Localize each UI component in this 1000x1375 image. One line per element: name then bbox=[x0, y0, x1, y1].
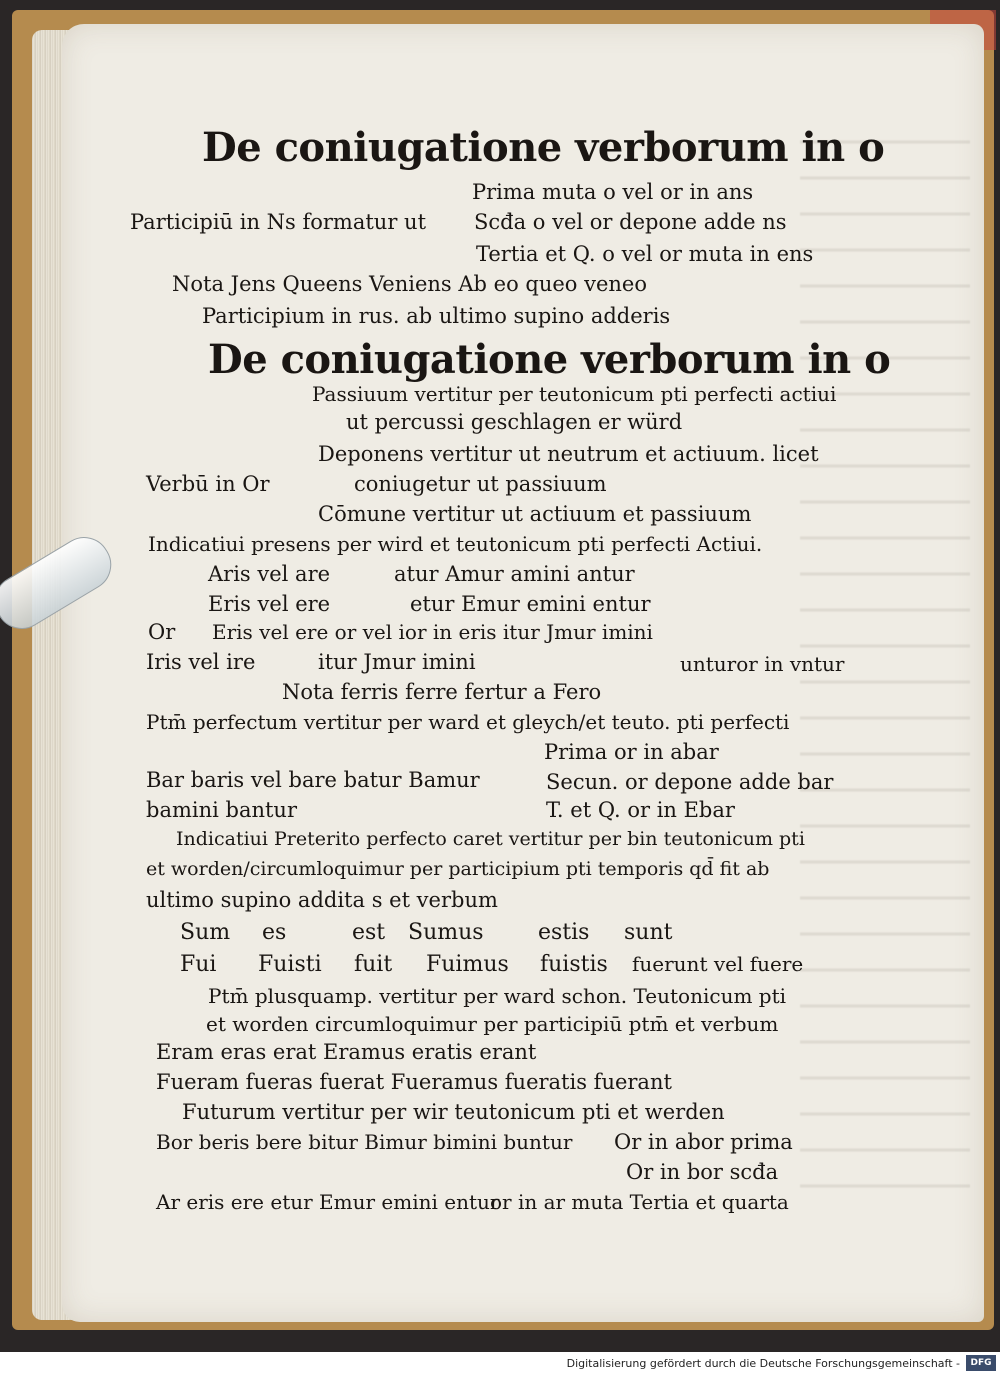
line-tertia-or: T. et Q. or in Ebar bbox=[546, 798, 735, 822]
line-etur-emur: etur Emur emini entur bbox=[410, 592, 651, 616]
line-ultimo-supino: ultimo supino addita s et verbum bbox=[146, 888, 498, 912]
es-word: es bbox=[262, 920, 287, 945]
fuerunt-word: fuerunt vel fuere bbox=[632, 952, 804, 976]
line-secunda-depone: Scđa o vel or depone adde ns bbox=[474, 210, 787, 234]
line-ptm-perfectum: Ptm̄ perfectum vertitur per ward et gleych/et teuto. pti perfecti bbox=[146, 710, 790, 734]
sunt-word: sunt bbox=[624, 920, 673, 945]
line-ar-eris: Ar eris ere etur Emur emini entur bbox=[156, 1190, 500, 1214]
fuimus-word: Fuimus bbox=[426, 952, 509, 977]
line-passiuum: Passiuum vertitur per teutonicum pti perfecti actiui bbox=[312, 382, 837, 406]
line-ut-percussi: ut percussi geschlagen er würd bbox=[346, 410, 683, 434]
line-or-label: Or bbox=[148, 620, 176, 644]
line-commune: Cōmune vertitur ut actiuum et passiuum bbox=[318, 502, 752, 526]
line-et-worden: et worden/circumloquimur per participium pti temporis qd̄ fit ab bbox=[146, 858, 770, 880]
line-or-in-ar: or in ar muta Tertia et quarta bbox=[490, 1190, 789, 1214]
fuisti-word: Fuisti bbox=[258, 952, 322, 977]
line-coniugetur: coniugetur ut passiuum bbox=[354, 472, 607, 496]
est-word: est bbox=[352, 920, 386, 945]
line-participium: Participiū in Ns formatur ut bbox=[130, 210, 427, 234]
line-eris-vel-ere-or: Eris vel ere or vel ior in eris itur Jmur imini bbox=[212, 620, 653, 644]
line-prima-muta: Prima muta o vel or in ans bbox=[472, 180, 754, 204]
fuit-word: fuit bbox=[354, 952, 393, 977]
line-prima-or-in-abar: Prima or in abar bbox=[544, 740, 719, 764]
line-ptm-plusquamp: Ptm̄ plusquamp. vertitur per ward schon. Teutonicum pti bbox=[208, 984, 787, 1008]
line-atur-amur: atur Amur amini antur bbox=[394, 562, 635, 586]
line-verbum-in-or: Verbū in Or bbox=[146, 472, 270, 496]
footer-credit-text: Digitalisierung gefördert durch die Deutsche Forschungsgemeinschaft - bbox=[566, 1357, 960, 1370]
line-deponens: Deponens vertitur ut neutrum et actiuum. licet bbox=[318, 442, 819, 466]
line-fueram: Fueram fueras fuerat Fueramus fueratis fuerant bbox=[156, 1070, 672, 1094]
line-itur-imur: itur Jmur imini bbox=[318, 650, 476, 674]
line-bar-baris: Bar baris vel bare batur Bamur bbox=[146, 768, 480, 792]
sumus-word: Sumus bbox=[408, 920, 484, 945]
line-iris-vel-ire: Iris vel ire bbox=[146, 650, 256, 674]
line-eram: Eram eras erat Eramus eratis erant bbox=[156, 1040, 537, 1064]
line-nota-iens: Nota Jens Queens Veniens Ab eo queo veneo bbox=[172, 272, 647, 296]
sum-word: Sum bbox=[180, 920, 231, 945]
line-futurum: Futurum vertitur per wir teutonicum pti et werden bbox=[182, 1100, 725, 1124]
line-nota-ferris: Nota ferris ferre fertur a Fero bbox=[282, 680, 602, 704]
fui-word: Fui bbox=[180, 952, 217, 977]
line-secunda-or: Secun. or depone adde bar bbox=[546, 770, 834, 794]
line-or-in-bor: Or in bor scđa bbox=[626, 1160, 779, 1184]
heading-coniugatione-o: De coniugatione verborum in o bbox=[202, 124, 885, 171]
line-or-in-abor: Or in abor prima bbox=[614, 1130, 793, 1154]
line-et-worden-circum: et worden circumloquimur per participiū ptm̄ et verbum bbox=[206, 1012, 779, 1036]
line-indicatiui-preterito: Indicatiui Preterito perfecto caret vertitur per bin teutonicum pti bbox=[176, 828, 805, 850]
dfg-logo: DFG bbox=[966, 1355, 996, 1371]
line-bamini-bantur: bamini bantur bbox=[146, 798, 297, 822]
footer-bar bbox=[0, 1352, 1000, 1375]
line-indicatiui-presens: Indicatiui presens per wird et teutonicum pti perfecti Actiui. bbox=[148, 532, 763, 556]
line-eris-vel-ere: Eris vel ere bbox=[208, 592, 331, 616]
estis-word: estis bbox=[538, 920, 590, 945]
line-aris-vel-are: Aris vel are bbox=[208, 562, 331, 586]
heading-coniugatione-o-2: De coniugatione verborum in o bbox=[208, 336, 891, 383]
line-unturor: unturor in vntur bbox=[680, 652, 845, 676]
fuistis-word: fuistis bbox=[540, 952, 608, 977]
line-tertia-et-quarta: Tertia et Q. o vel or muta in ens bbox=[476, 242, 814, 266]
line-bor-beris: Bor beris bere bitur Bimur bimini buntur bbox=[156, 1130, 573, 1154]
line-participium-rus: Participium in rus. ab ultimo supino adderis bbox=[202, 304, 671, 328]
